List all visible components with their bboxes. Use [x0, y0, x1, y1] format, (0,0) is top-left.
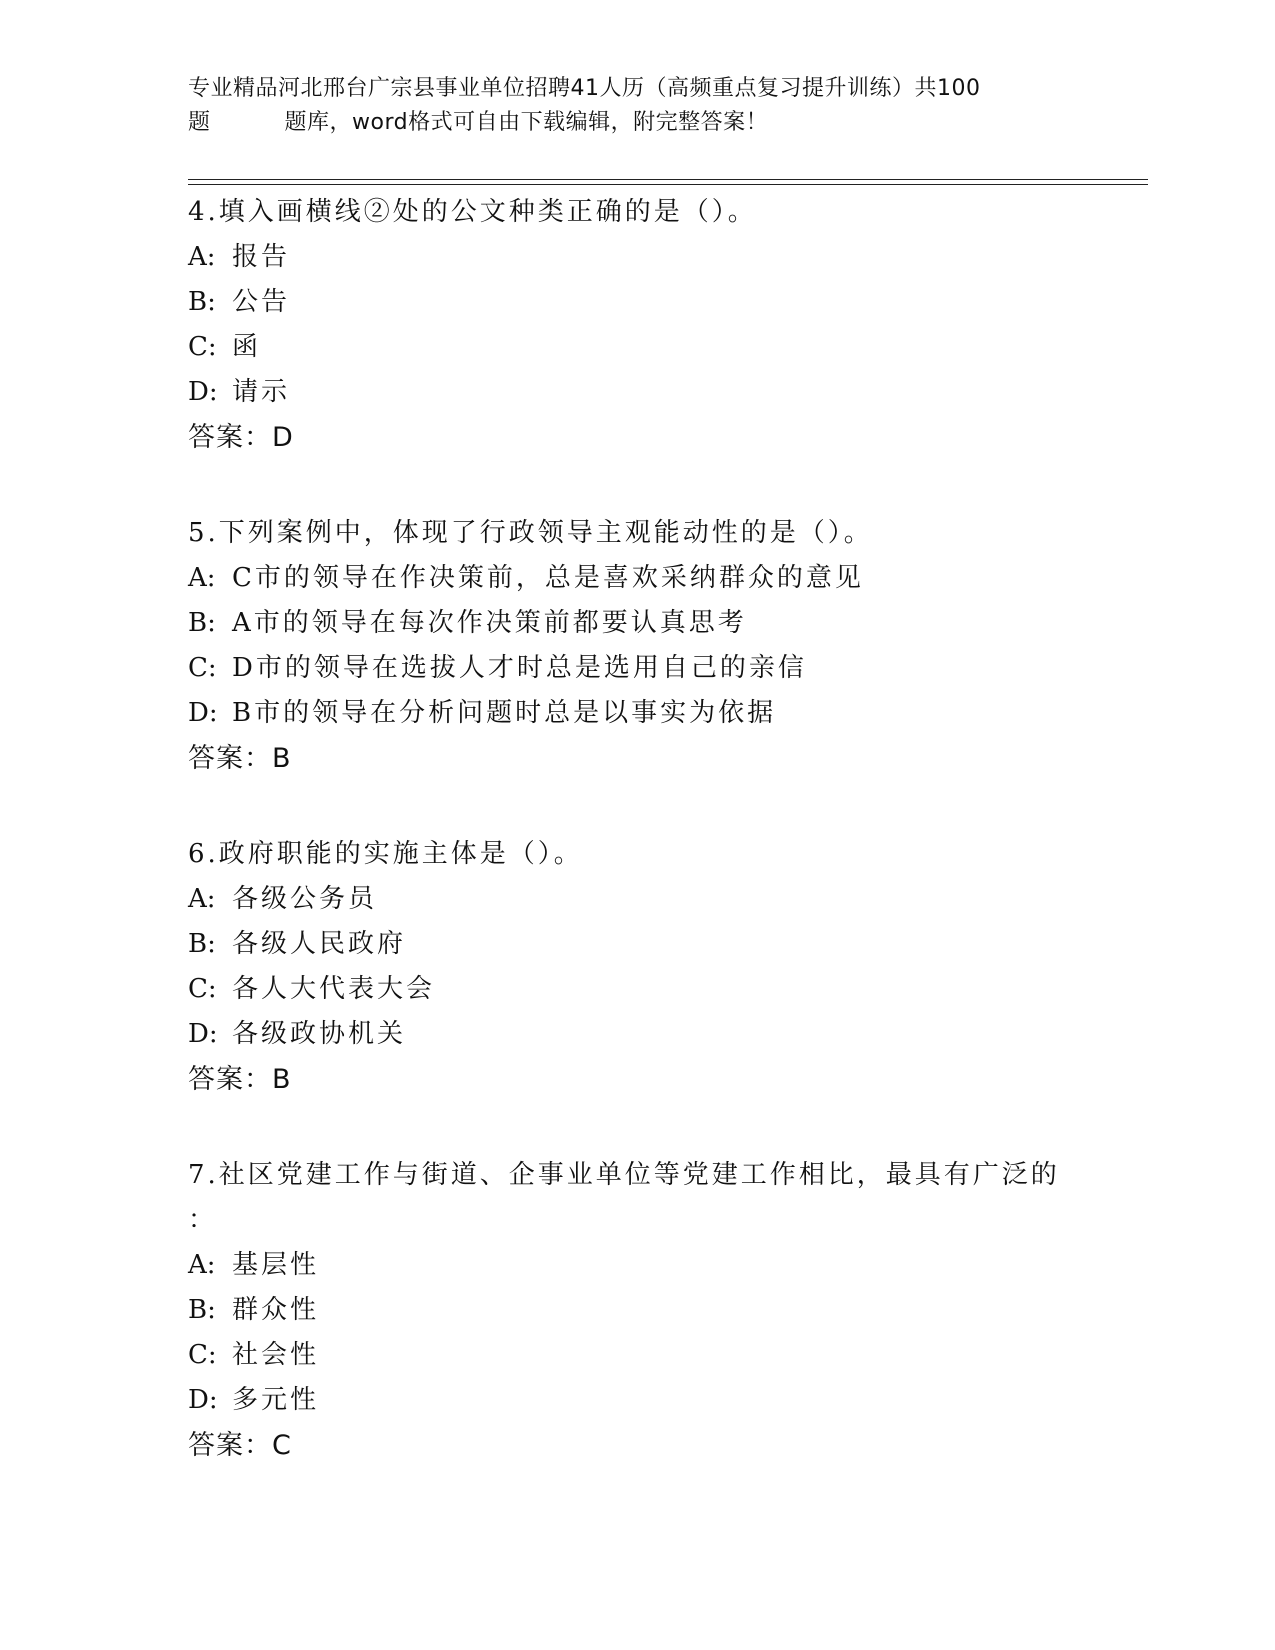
header-title-line2 — [188, 106, 1068, 140]
option-a — [188, 1243, 1148, 1288]
option-text: 报告 — [232, 242, 291, 272]
option-text: D市的领导在选拔人才时总是选用自己的亲信 — [232, 653, 807, 683]
option-text: B市的领导在分析问题时总是以事实为依据 — [232, 698, 777, 728]
option-letter: A: — [188, 563, 216, 593]
option-text: 函 — [232, 332, 262, 362]
option-d — [188, 691, 1148, 736]
question-stem: 4.填入画横线②处的公文种类正确的是（）。 — [188, 197, 757, 227]
question-7 — [188, 1153, 1148, 1468]
option-letter: D: — [188, 1019, 218, 1049]
option-text: 群众性 — [232, 1295, 320, 1325]
option-letter: D: — [188, 377, 218, 407]
option-text: 各级政协机关 — [232, 1019, 407, 1049]
header-divider-bottom — [188, 184, 1148, 185]
option-letter: D: — [188, 698, 218, 728]
option-c — [188, 325, 1148, 370]
option-text: 社会性 — [232, 1340, 320, 1370]
option-a — [188, 877, 1148, 922]
option-text: C市的领导在作决策前，总是喜欢采纳群众的意见 — [232, 563, 864, 593]
option-letter: C: — [188, 332, 217, 362]
question-list — [188, 190, 1148, 1519]
question-4 — [188, 190, 1148, 460]
header-title-line2-start: 题 — [188, 110, 211, 135]
document-header — [188, 72, 1068, 140]
option-letter: D: — [188, 1385, 218, 1415]
question-stem: 5.下列案例中，体现了行政领导主观能动性的是（）。 — [188, 518, 873, 548]
question-6 — [188, 832, 1148, 1102]
option-b — [188, 601, 1148, 646]
option-text: 请示 — [232, 377, 291, 407]
question-5 — [188, 511, 1148, 781]
option-a — [188, 556, 1148, 601]
option-text: 各人大代表大会 — [232, 974, 436, 1004]
option-c — [188, 967, 1148, 1012]
question-stem: 7.社区党建工作与街道、企事业单位等党建工作相比，最具有广泛的 — [188, 1160, 1060, 1190]
option-letter: B: — [188, 608, 216, 638]
answer-line: 答案：C — [188, 1430, 292, 1461]
option-d — [188, 370, 1148, 415]
question-stem-continuation: ： — [188, 1205, 215, 1235]
option-c — [188, 646, 1148, 691]
option-letter: B: — [188, 1295, 216, 1325]
option-b — [188, 922, 1148, 967]
option-text: 公告 — [232, 287, 291, 317]
answer-line: 答案：B — [188, 743, 292, 774]
option-letter: B: — [188, 287, 216, 317]
option-letter: A: — [188, 884, 216, 914]
option-c — [188, 1333, 1148, 1378]
option-b — [188, 1288, 1148, 1333]
question-stem: 6.政府职能的实施主体是（）。 — [188, 839, 583, 869]
option-a — [188, 235, 1148, 280]
option-letter: C: — [188, 1340, 217, 1370]
header-title-line2-end: 题库，word格式可自由下载编辑，附完整答案！ — [284, 110, 769, 135]
answer-line: 答案：D — [188, 422, 294, 453]
option-text: 基层性 — [232, 1250, 320, 1280]
option-text: A市的领导在每次作决策前都要认真思考 — [232, 608, 747, 638]
option-text: 多元性 — [232, 1385, 320, 1415]
option-b — [188, 280, 1148, 325]
option-text: 各级人民政府 — [232, 929, 407, 959]
option-letter: C: — [188, 653, 217, 683]
option-letter: B: — [188, 929, 216, 959]
option-letter: A: — [188, 1250, 216, 1280]
option-d — [188, 1012, 1148, 1057]
option-letter: A: — [188, 242, 216, 272]
option-text: 各级公务员 — [232, 884, 378, 914]
option-letter: C: — [188, 974, 217, 1004]
option-d — [188, 1378, 1148, 1423]
header-title-line1: 专业精品河北邢台广宗县事业单位招聘41人历（高频重点复习提升训练）共100 — [188, 76, 981, 101]
header-divider-top — [188, 179, 1148, 180]
answer-line: 答案：B — [188, 1064, 292, 1095]
